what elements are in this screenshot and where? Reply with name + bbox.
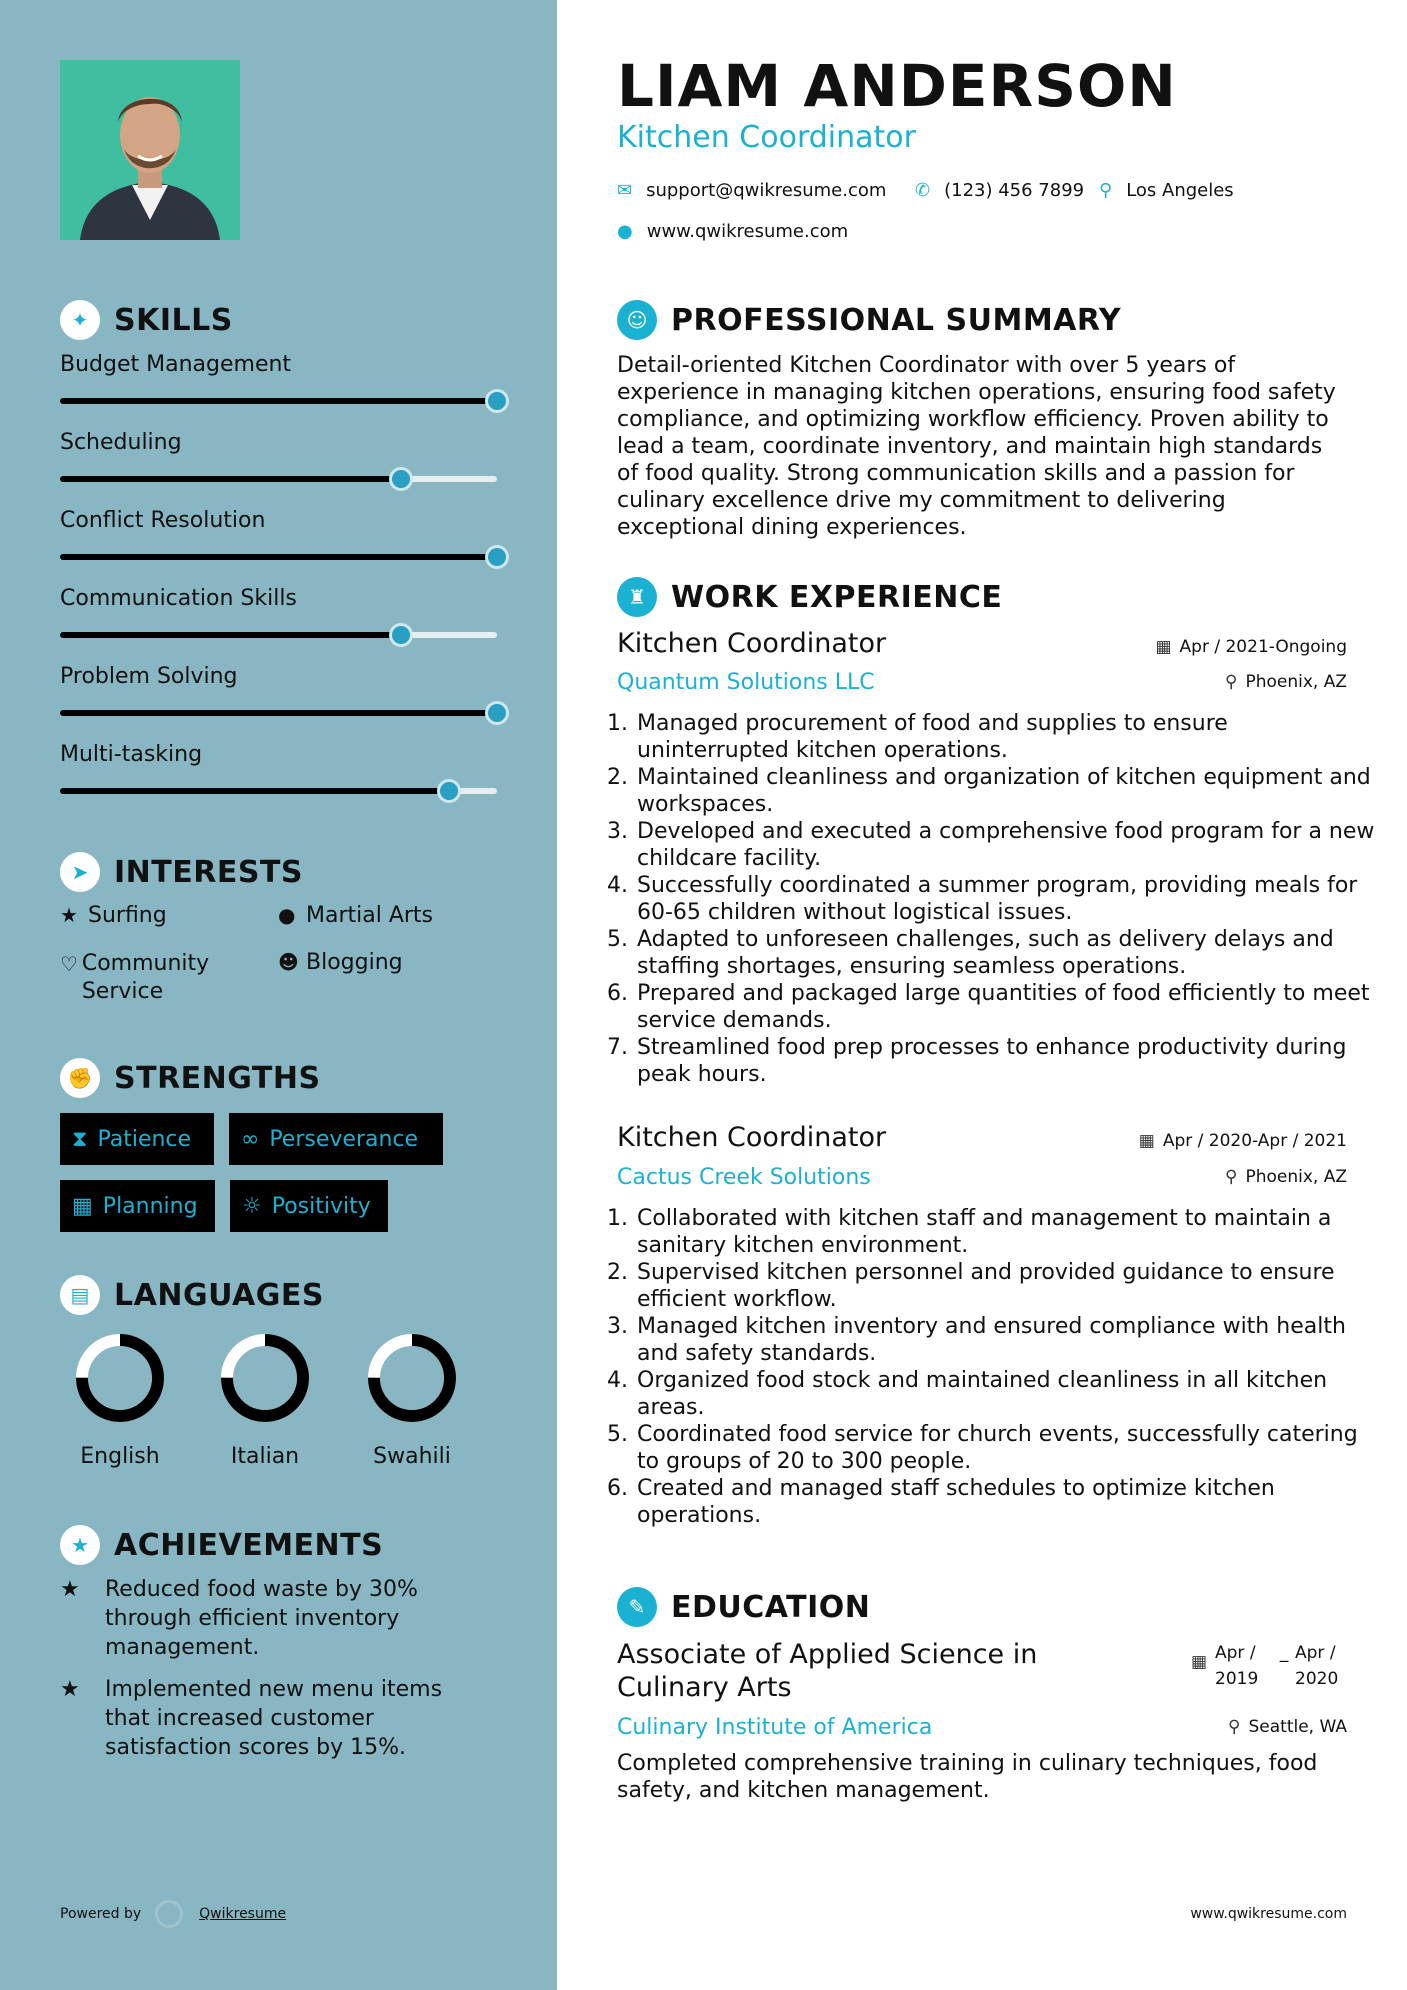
education-description: Completed comprehensive training in culinary techniques, food safety, and kitchen management. bbox=[617, 1751, 1318, 1803]
sun-icon: ☼ bbox=[242, 1193, 262, 1219]
sidebar bbox=[0, 0, 557, 1990]
language-label: English bbox=[80, 1444, 160, 1469]
skill-bar bbox=[60, 554, 497, 560]
fist-icon: ✊ bbox=[60, 1058, 100, 1098]
achievements-heading: ★ ACHIEVEMENTS bbox=[60, 1525, 383, 1565]
user-icon: ☺ bbox=[617, 300, 657, 340]
skill-bar-fill bbox=[60, 476, 401, 482]
chair-icon: ♜ bbox=[617, 577, 657, 617]
job-duties bbox=[615, 1205, 1375, 1529]
skill-level-knob bbox=[488, 548, 506, 566]
duty-item: 3. Managed kitchen inventory and ensured compliance with health and safety standards. bbox=[635, 1313, 1375, 1367]
duty-item: 3. Developed and executed a comprehensive food program for a new childcare facility. bbox=[635, 818, 1375, 872]
skill-bar bbox=[60, 632, 497, 638]
language-ring bbox=[217, 1330, 313, 1426]
language-label: Italian bbox=[230, 1444, 300, 1469]
qwikresume-link[interactable]: Qwikresume bbox=[199, 1906, 287, 1922]
pin-icon: ⚲ bbox=[1228, 1717, 1241, 1737]
globe-icon: ● bbox=[617, 221, 633, 242]
paper-plane-icon: ➤ bbox=[60, 852, 100, 892]
interest-item: ★ Surfing bbox=[60, 903, 167, 928]
degree-title: Associate of Applied Science in Culinary Arts bbox=[617, 1639, 1038, 1703]
strength-chip: ▦ Planning bbox=[60, 1180, 215, 1232]
trophy-icon: ★ bbox=[60, 1677, 80, 1702]
language-label: Swahili bbox=[373, 1444, 451, 1469]
skill-level-knob bbox=[488, 704, 506, 722]
contact-website[interactable]: ● www.qwikresume.com bbox=[617, 221, 849, 242]
duty-item: 7. Streamlined food prep processes to enhance productivity during peak hours. bbox=[635, 1034, 1375, 1088]
summary-text: Detail-oriented Kitchen Coordinator with over 5 years of experience in managing kitchen operations, ensuring food safety compliance, and optimizing workflow efficiency. Proven ability to lead a team, coordinate inventory, and maintain high standards of food quality. Strong communication skills and a passion for culinary excellence drive my commitment to delivering exceptional dining experiences. bbox=[617, 353, 1336, 540]
pin-icon: ⚲ bbox=[1225, 1167, 1238, 1187]
strength-chip: ∞ Perseverance bbox=[229, 1113, 443, 1165]
job-company: Quantum Solutions LLC bbox=[617, 670, 875, 695]
skill-label: Communication Skills bbox=[60, 586, 297, 611]
experience-heading: ♜ WORK EXPERIENCE bbox=[617, 577, 1002, 617]
job-duties bbox=[615, 710, 1375, 1088]
job-dates: ▦ Apr / 2020-Apr / 2021 bbox=[1138, 1131, 1347, 1151]
duty-item: 6. Created and managed staff schedules to optimize kitchen operations. bbox=[635, 1475, 1375, 1529]
footer-website[interactable]: www.qwikresume.com bbox=[1190, 1906, 1347, 1922]
calendar-icon: ▦ bbox=[1138, 1131, 1155, 1151]
pin-icon: ⚲ bbox=[1225, 672, 1238, 692]
skill-bar-fill bbox=[60, 788, 449, 794]
skill-label: Conflict Resolution bbox=[60, 508, 266, 533]
skill-bar bbox=[60, 476, 497, 482]
medal-icon: ★ bbox=[60, 1525, 100, 1565]
main-content bbox=[557, 0, 1407, 1990]
interest-item: ☻ Blogging bbox=[278, 950, 403, 975]
id-card-icon: ▤ bbox=[60, 1275, 100, 1315]
language-ring bbox=[364, 1330, 460, 1426]
skill-label: Multi-tasking bbox=[60, 742, 203, 767]
candidate-name: LIAM ANDERSON bbox=[617, 52, 1177, 120]
star-icon: ★ bbox=[60, 903, 78, 927]
skill-level-knob bbox=[392, 470, 410, 488]
language-item bbox=[342, 1330, 482, 1469]
duty-item: 5. Coordinated food service for church events, successfully catering to groups of 20 to 300 people. bbox=[635, 1421, 1375, 1475]
education-location: ⚲ Seattle, WA bbox=[1228, 1717, 1347, 1737]
job-dates: ▦ Apr / 2021-Ongoing bbox=[1155, 637, 1347, 657]
skill-bar bbox=[60, 788, 497, 794]
strength-chip: ⧗ Patience bbox=[60, 1113, 214, 1165]
summary-heading: ☺ PROFESSIONAL SUMMARY bbox=[617, 300, 1121, 340]
candidate-role: Kitchen Coordinator bbox=[617, 120, 916, 155]
trophy-icon: ★ bbox=[60, 1577, 80, 1602]
duty-item: 6. Prepared and packaged large quantities of food efficiently to meet service demands. bbox=[635, 980, 1375, 1034]
duty-item: 4. Successfully coordinated a summer program, providing meals for 60-65 children without logistical issues. bbox=[635, 872, 1375, 926]
binoculars-icon: ∞ bbox=[241, 1126, 260, 1152]
interest-item: ● Martial Arts bbox=[278, 903, 434, 928]
interests-heading: ➤ INTERESTS bbox=[60, 852, 303, 892]
duty-item: 5. Adapted to unforeseen challenges, such as delivery delays and staffing shortages, ensuring seamless operations. bbox=[635, 926, 1375, 980]
strengths-heading: ✊ STRENGTHS bbox=[60, 1058, 321, 1098]
job-title: Kitchen Coordinator bbox=[617, 628, 887, 659]
calendar-icon: ▦ bbox=[1190, 1652, 1207, 1672]
education-dates: ▦ Apr / 2019 _ Apr / 2020 bbox=[1190, 1643, 1339, 1689]
calendar-icon: ▦ bbox=[1155, 637, 1172, 657]
duty-item: 2. Supervised kitchen personnel and provided guidance to ensure efficient workflow. bbox=[635, 1259, 1375, 1313]
duty-item: 1. Managed procurement of food and supplies to ensure uninterrupted kitchen operations. bbox=[635, 710, 1375, 764]
interest-item: ♡ Community Service bbox=[60, 951, 210, 1004]
school-name: Culinary Institute of America bbox=[617, 1715, 933, 1740]
language-ring bbox=[72, 1330, 168, 1426]
profile-photo bbox=[60, 60, 240, 240]
globe-icon: ● bbox=[278, 903, 296, 927]
strength-chip: ☼ Positivity bbox=[230, 1180, 388, 1232]
phone-icon: ✆ bbox=[915, 180, 931, 201]
graduation-icon: ✎ bbox=[617, 1587, 657, 1627]
duty-item: 2. Maintained cleanliness and organization of kitchen equipment and workspaces. bbox=[635, 764, 1375, 818]
lightbulb-icon: ✦ bbox=[60, 300, 100, 340]
job-location: ⚲ Phoenix, AZ bbox=[1225, 1167, 1347, 1187]
achievement-item: ★ Implemented new menu items that increased customer satisfaction scores by 15%. bbox=[60, 1677, 443, 1760]
language-item bbox=[50, 1330, 190, 1469]
calendar-icon: ▦ bbox=[72, 1193, 93, 1219]
duty-item: 1. Collaborated with kitchen staff and management to maintain a sanitary kitchen environment. bbox=[635, 1205, 1375, 1259]
contact-phone[interactable]: ✆ (123) 456 7899 bbox=[915, 180, 1085, 201]
skill-bar bbox=[60, 398, 497, 404]
skill-label: Scheduling bbox=[60, 430, 182, 455]
skill-bar-fill bbox=[60, 710, 497, 716]
job-company: Cactus Creek Solutions bbox=[617, 1165, 871, 1190]
skill-level-knob bbox=[488, 392, 506, 410]
skill-bar-fill bbox=[60, 632, 401, 638]
skill-bar-fill bbox=[60, 398, 497, 404]
skill-bar bbox=[60, 710, 497, 716]
job-location: ⚲ Phoenix, AZ bbox=[1225, 672, 1347, 692]
powered-by: Powered by Qwikresume bbox=[60, 1900, 286, 1928]
languages-heading: ▤ LANGUAGES bbox=[60, 1275, 324, 1315]
skill-level-knob bbox=[440, 782, 458, 800]
envelope-icon: ✉ bbox=[617, 180, 633, 201]
language-item bbox=[195, 1330, 335, 1469]
duty-item: 4. Organized food stock and maintained cleanliness in all kitchen areas. bbox=[635, 1367, 1375, 1421]
contact-location: ⚲ Los Angeles bbox=[1099, 180, 1234, 201]
job-title: Kitchen Coordinator bbox=[617, 1122, 887, 1153]
skill-level-knob bbox=[392, 626, 410, 644]
map-pin-icon: ⚲ bbox=[1099, 180, 1113, 201]
skill-bar-fill bbox=[60, 554, 497, 560]
hand-icon: ♡ bbox=[60, 952, 78, 976]
skills-heading: ✦ SKILLS bbox=[60, 300, 233, 340]
users-icon: ☻ bbox=[278, 950, 299, 974]
education-heading: ✎ EDUCATION bbox=[617, 1587, 870, 1627]
achievement-item: ★ Reduced food waste by 30% through efficient inventory management. bbox=[60, 1577, 418, 1660]
skill-label: Budget Management bbox=[60, 352, 292, 377]
skill-label: Problem Solving bbox=[60, 664, 238, 689]
qwikresume-logo-icon bbox=[155, 1900, 183, 1928]
contact-email[interactable]: ✉ support@qwikresume.com bbox=[617, 180, 887, 201]
hourglass-icon: ⧗ bbox=[72, 1126, 88, 1152]
